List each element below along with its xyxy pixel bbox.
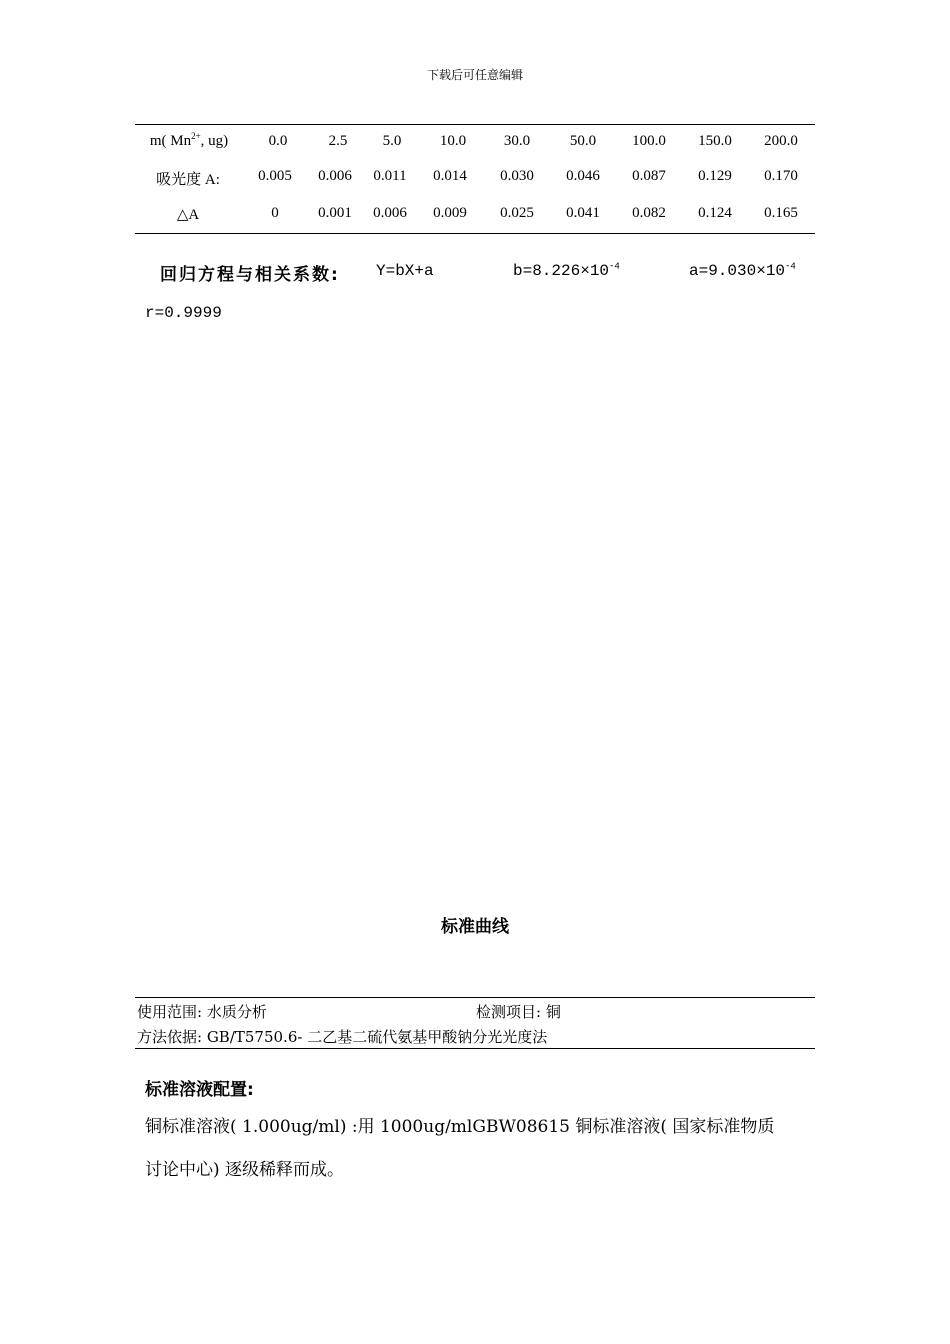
table-top-rule [135,124,815,125]
info-item: 检测项目: 铜 [476,1003,561,1021]
row1-label [135,133,243,150]
regression-a-text: a=9.030×10 [689,262,786,280]
row3-cell: 0.165 [764,205,798,221]
row3-cell: 0 [271,205,279,221]
regression-label: 回归方程与相关系数: [160,265,340,285]
row3-label: △A [176,207,200,223]
row1-label-prefix: m( Mn [149,133,192,149]
std-solution-line1: 铜标准溶液( 1.000ug/ml) :用 1000ug/mlGBW08615 铜标准溶液( 国家标准物质 [145,1117,775,1137]
regression-a-exp: -4 [785,261,796,272]
table-bottom-rule [135,233,815,234]
row1-cell: 30.0 [503,133,531,149]
info-method: 方法依据: GB/T5750.6- 二乙基二硫代氨基甲酸钠分光光度法 [137,1028,548,1046]
row2-cell: 0.014 [433,168,467,184]
row1-cell: 150.0 [698,133,732,149]
row2-label: 吸光度 A: [156,172,220,188]
regression-r: r=0.9999 [145,304,222,322]
curve-title: 标准曲线 [441,917,509,937]
std-solution-line2: 讨论中心) 逐级稀释而成。 [145,1160,345,1180]
row1-cell: 0.0 [268,133,288,149]
regression-b [513,262,620,280]
row3-cell: 0.006 [373,205,407,221]
regression-equation: Y=bX+a [376,262,434,280]
regression-b-exp: -4 [609,261,620,272]
row2-cell: 0.129 [698,168,732,184]
row1-label-suffix: , ug) [200,133,229,149]
row3-cell: 0.025 [500,205,534,221]
std-solution-heading: 标准溶液配置: [145,1080,254,1100]
row2-cell: 0.087 [632,168,666,184]
row2-cell: 0.005 [258,168,292,184]
row1-cell: 2.5 [328,133,348,149]
info-top-rule [135,997,815,998]
row2-cell: 0.170 [764,168,798,184]
row3-cell: 0.124 [698,205,732,221]
row3-cell: 0.041 [566,205,600,221]
row2-cell: 0.030 [500,168,534,184]
row2-cell: 0.006 [318,168,352,184]
row2-cell: 0.046 [566,168,600,184]
info-bottom-rule [135,1048,815,1049]
header-note: 下载后可任意编辑 [426,68,523,82]
regression-b-text: b=8.226×10 [513,262,610,280]
row3-cell: 0.001 [318,205,352,221]
row3-cell: 0.009 [433,205,467,221]
row1-cell: 50.0 [569,133,597,149]
row1-cell: 100.0 [632,133,666,149]
row1-cell: 5.0 [382,133,402,149]
row1-cell: 10.0 [439,133,467,149]
row2-cell: 0.011 [373,168,407,184]
row1-label-sup: 2+ [191,131,201,141]
row3-cell: 0.082 [632,205,666,221]
info-scope: 使用范围: 水质分析 [137,1003,267,1021]
row1-cell: 200.0 [764,133,798,149]
regression-a [689,262,796,280]
